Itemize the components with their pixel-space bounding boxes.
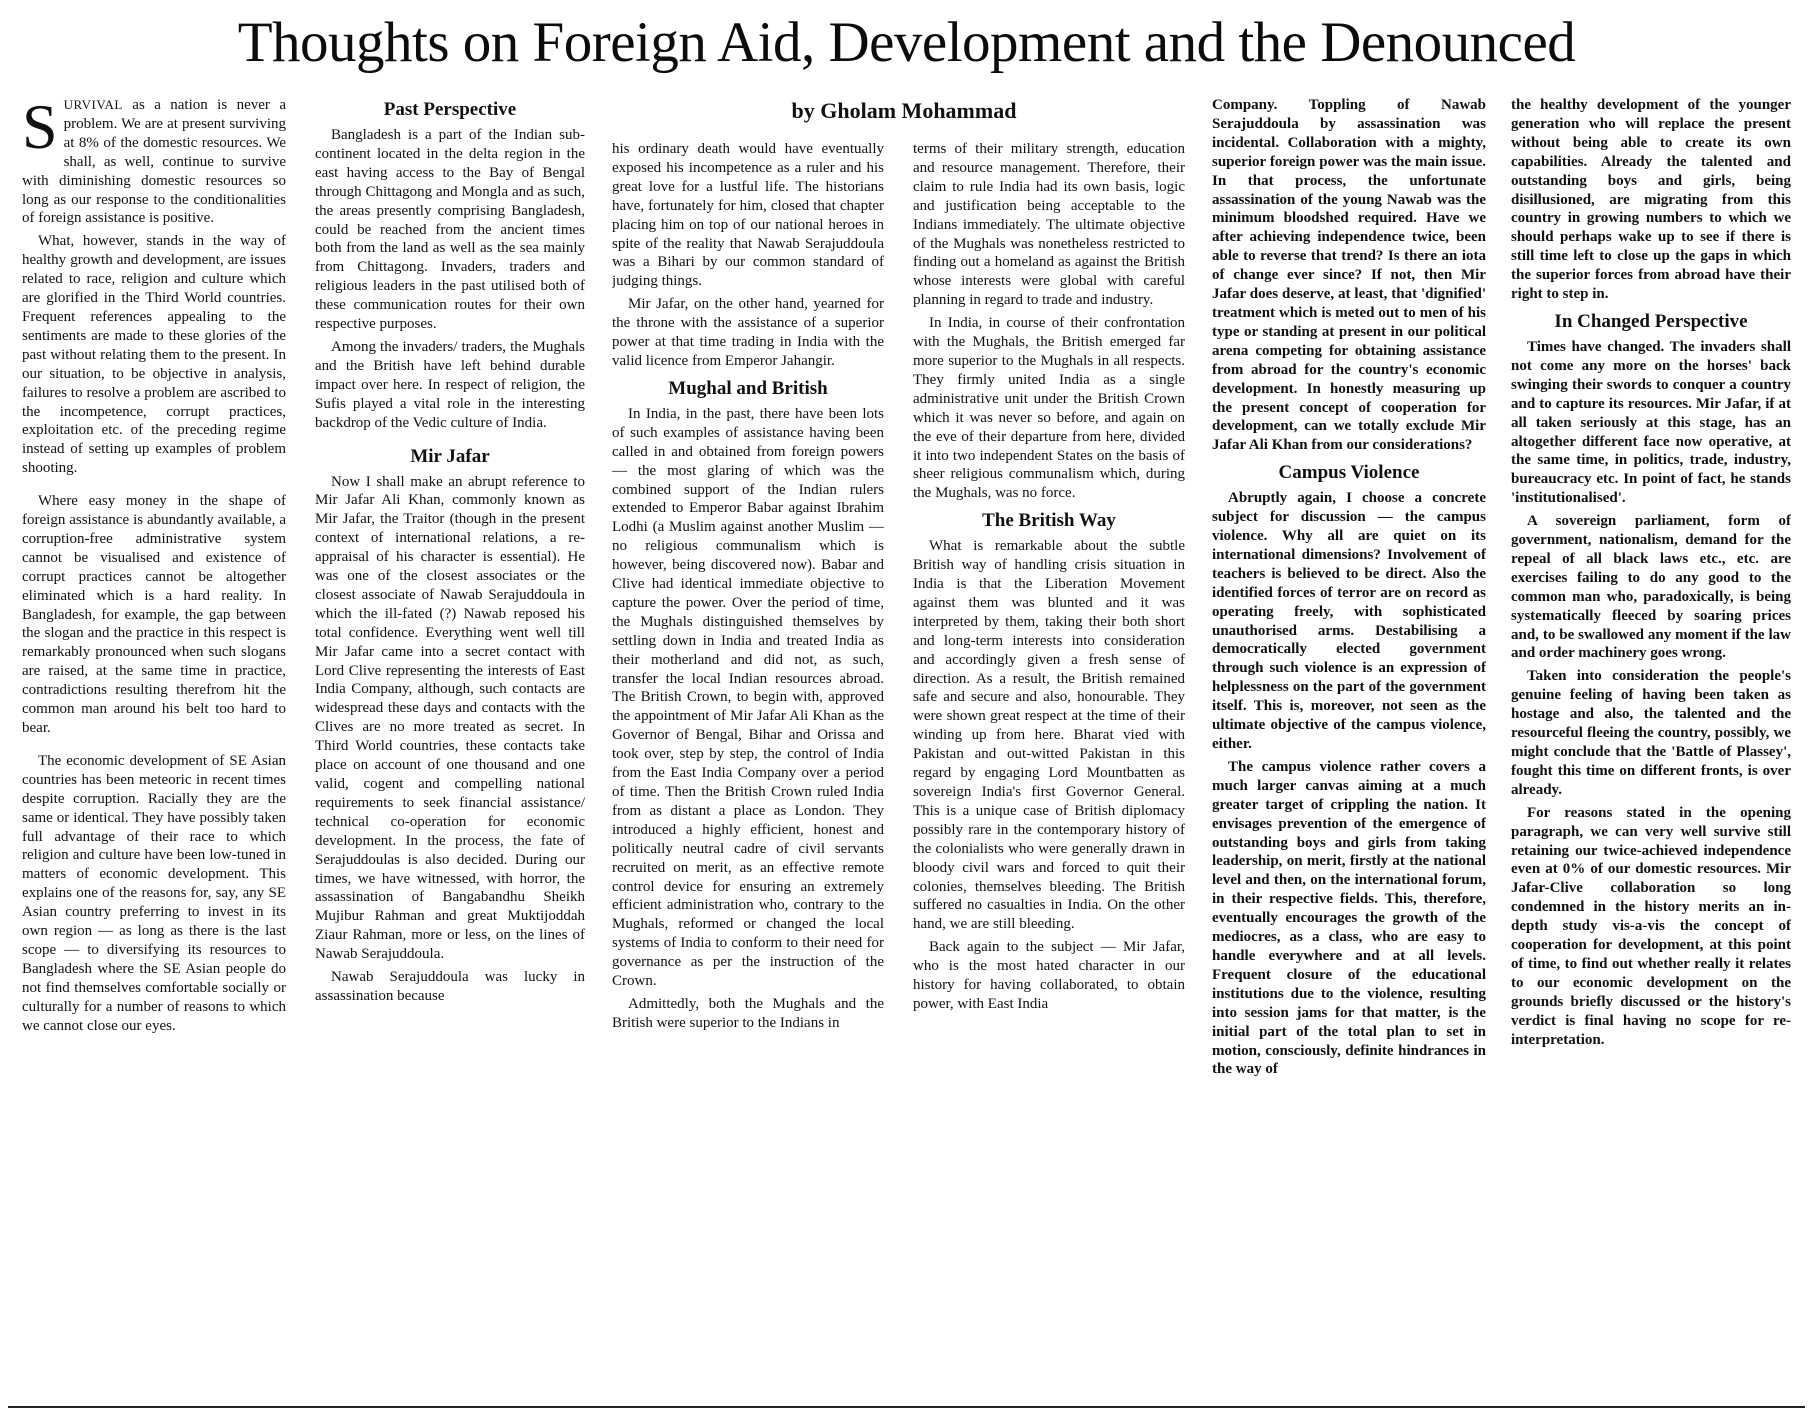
paragraph: Taken into consideration the people's genuine feeling of having been taken as hostage and also, the talented and the resourceful fleeing the country, possibly, we might conclude that the 'Battle of Plassey', fought this time on different fronts, is over already. xyxy=(1511,668,1791,798)
paragraph: Times have changed. The invaders shall not come any more on the horses' back swinging their swords to conquer a country and to capture its resources. Mir Jafar, if at all taken seriously at this stage, has an altogether different face now operative, at the same time, in politics, trade, industry, bureaucracy etc. In point of fact, he stands 'institutionalised'. xyxy=(1511,338,1791,507)
paragraph: Now I shall make an abrupt reference to Mir Jafar Ali Khan, commonly known as Mir Jafar, the Traitor (though in the present context of international relations, a re-appraisal of his character is essential). He was one of the closest associates or the closest associate of Nawab Serajuddoula in which the ill-fated (?) Nawab reposed his total confidence. Everything went well till Mir Jafar came into a secret contact with Lord Clive representing the interests of East India Company, although, such contacts are widespread these days and contacts with the Clives are no more treated as secret. In Third World countries, these contacts take place on account of one thousand and one valid, cogent and compelling national requirements to seek financial assistance/ technical co-operation for economic development. In the process, the fate of Serajuddoulas is also decided. During our times, we have witnessed, with horror, the assassination of Bangabandhu Sheikh Mujibur Rahman and great Muktijoddah Ziaur Rahman, more or less, on the lines of Nawab Serajuddoula. xyxy=(315,473,585,963)
paragraph: the healthy development of the younger generation who will replace the present without being able to create its own capabilities. Already the talented and outstanding boys and girls, being disillusioned, are migrating from this country in growing numbers to which we should perhaps wake up to see if there is still time left to close up the gaps in which the superior forces from abroad have their right to step in. xyxy=(1511,97,1791,303)
section-heading: Campus Violence xyxy=(1278,462,1420,484)
paragraph: What is remarkable about the subtle British way of handling crisis situation in India is that the Liberation Movement against them was blunted and it was interpreted by them, taking their both short and long-term interests into consideration and accordingly given a fresh sense of direction. As a result, the British remained safe and secure and also, honourable. They were shown great respect at the time of their winding up from here. Bharat vied with Pakistan and out-witted Pakistan in this regard by engaging Lord Mountbatten as sovereign India's first Governor General. This is a unique case of British diplomacy possibly rare in the contemporary history of the colonialists who were generally drawn in bloody civil wars and forced to quit their colonies, themselves bleeding. The British suffered no casualties in India. On the other hand, we are still bleeding. xyxy=(913,538,1185,933)
paragraph: Mir Jafar, on the other hand, yearned for the throne with the assistance of a superior power at that time trading in India with the valid licence from Emperor Jahangir. xyxy=(612,296,884,369)
article-title: Thoughts on Foreign Aid, Development and the Denounced xyxy=(237,11,1576,74)
paragraph: his ordinary death would have eventually exposed his incompetence as a ruler and his great love for a lustful life. The historians have, fortunately for him, closed that chapter placing him on top of our national heroes in spite of the reality that Nawab Serajuddoula was a Bihari by our common standard of judging things. xyxy=(612,141,884,290)
section-heading: Mir Jafar xyxy=(410,445,490,467)
paragraph: A sovereign parliament, form of government, nationalism, demand for the repeal of all black laws etc., etc. are exercises failing to do any good to the common man who, paradoxically, is being systematically fleeced by soaring prices and, to be swallowed any moment if the law and order machinery goes wrong. xyxy=(1511,513,1791,662)
paragraph: In India, in the past, there have been lots of such examples of assistance having been called in and obtained from foreign powers — the most glaring of which was the combined support of the Indian rulers extended to Emperor Babar against Ibrahim Lodhi (a Muslim against another Muslim — no religious communalism which is however, being discovered now). Babar and Clive had identical immediate objective to capture the power. Over the period of time, the Mughals distinguished themselves by settling down in India and treated India as their motherland and did not, as such, transfer the local Indian resources abroad. The British Crown, to begin with, approved the appointment of Mir Jafar Ali Khan as the Governor of Bengal, Bihar and Orissa and took over, step by step, the control of India from the East India Company over a period of time. Then the British Crown ruled India from as distant a place as London. They introduced a highly efficient, honest and politically neutral cadre of civil servants recruited on merit, as an effective remote control device for ensuring an extremely efficient administration who, contrary to the Mughals, reformed or changed the local systems of India to conform to their need for governance as per the instruction of the Crown. xyxy=(612,405,884,990)
paragraph: Nawab Serajuddoula was lucky in assassination because xyxy=(315,969,585,1004)
paragraph: For reasons stated in the opening paragraph, we can very well survive still retaining our twice-achieved independence even at 0% of our domestic resources. Mir Jafar-Clive collaboration so long condemned in the history merits an in-depth study vis-a-vis the concept of cooperation for development, at this point of time, to find out whether really it relates to our economic development on the grounds briefly discussed or the history's verdict is final having no scope for re-interpretation. xyxy=(1511,804,1791,1048)
paragraph: The campus violence rather covers a much larger canvas aiming at a much greater target of crippling the nation. It envisages prevention of the emergence of outstanding boys and girls from taking leadership, on merit, firstly at the national level and then, on the international forum, in their respective fields. This, therefore, eventually encourages the growth of the mediocres, as a class, who are easy to handle everywhere and at all levels. Frequent closure of the educational institutions due to the violence, resulting into session jams for that matter, is the initial part of the total plan to set in motion, consciously, definite hindrances in the way of xyxy=(1212,758,1486,1078)
column-1 xyxy=(22,96,286,1396)
bottom-rule xyxy=(8,1406,1805,1408)
column-4 xyxy=(913,140,1185,1415)
paragraph: Back again to the subject — Mir Jafar, who is the most hated character in our history for having collaborated, to obtain power, with East India xyxy=(913,939,1185,1012)
column-6 xyxy=(1511,96,1791,1396)
paragraph: terms of their military strength, education and resource management. Therefore, their claim to rule India had its own basis, logic and justification being acceptable to the Indians immediately. The ultimate objective of the Mughals was nonetheless restricted to finding out a homeland as against the British whose interests were global with careful planning in regard to trade and industry. xyxy=(913,141,1185,309)
section-heading: Mughal and British xyxy=(668,377,828,399)
paragraph: Abruptly again, I choose a concrete subject for discussion — the campus violence. Why all are quiet on its international dimensions? Involvement of teachers is believed to be direct. Also the identified forces of terror are on record as operating freely, with sophisticated unauthorised arms. Destabilising a democratically elected government through such violence is an expression of helplessness on the part of the government itself. This is, moreover, not seen as the ultimate objective of the campus violence, either. xyxy=(1212,490,1486,752)
paragraph: Company. Toppling of Nawab Serajuddoula by assassination was incidental. Collaboration with a mighty, superior foreign power was the main issue. In that process, the unfortunate assassination of the young Nawab was the minimum bloodshed required. Have we after achieving independence twice, been able to reverse that trend? Is there an iota of change ever since? If not, then Mir Jafar does deserve, at least, that 'dignified' treatment which is meted out to men of his type or standing at present in our political arena competing for obtaining assistance from abroad for the country's economic development. In honestly measuring up the present concept of cooperation for development, can we totally exclude Mir Jafar Ali Khan from our considerations? xyxy=(1212,97,1486,454)
opening-text: as a nation is never a problem. We are at present surviving at 8% of the domestic resources. We shall, as well, continue to survive with diminishing domestic resources so long as our response to the conditionalities of foreign assistance is positive. xyxy=(22,97,286,227)
paragraph: Among the invaders/ traders, the Mughals and the British have left behind durable impact over here. In respect of religion, the Sufis played a vital role in the interesting backdrop of the Vedic culture of India. xyxy=(315,338,585,431)
paragraph: Bangladesh is a part of the Indian sub-continent located in the delta region in the east having access to the Bay of Bengal through Chittagong and Mongla and as such, the areas presently comprising Bangladesh, could be reached from the ancient times both from the land as well as the sea mainly from Chittagong. Invaders, traders and religious leaders in the past utilised both of these communication routes for their own respective purposes. xyxy=(315,127,585,333)
drop-cap: S xyxy=(22,96,58,162)
column-3 xyxy=(612,140,884,1415)
article-byline: by Gholam Mohammad xyxy=(791,98,1017,123)
column-5 xyxy=(1212,96,1486,1396)
section-heading: Past Perspective xyxy=(383,99,517,120)
paragraph xyxy=(22,96,286,228)
paragraph: Admittedly, both the Mughals and the British were superior to the Indians in xyxy=(612,995,884,1031)
section-heading: In Changed Perspective xyxy=(1554,310,1748,332)
column-2 xyxy=(315,98,585,1398)
section-heading: The British Way xyxy=(982,510,1116,532)
paragraph: The economic development of SE Asian countries has been meteoric in recent times despite corruption. Racially they are the same or identical. They have possibly taken full advantage of their race to which religion and culture have been low-tuned in matters of economic development. This explains one of the reasons for, say, any SE Asian country preferring to invest in its own region — as long as there is the last scope — to diversifying its resources to Bangladesh where the SE Asian people do not find themselves comfortable socially or culturally for a number of reasons to which we cannot close our eyes. xyxy=(22,752,286,1034)
paragraph: In India, in course of their confrontation with the Mughals, the British emerged far more superior to the Mughals in all respects. They firmly united India as a single administrative unit under the British Crown which it was never so before, and again on the eve of their departure from here, divided it into two independent States on the basis of sheer religious communalism which, during the Mughals, was no force. xyxy=(913,315,1185,502)
paragraph: Where easy money in the shape of foreign assistance is abundantly available, a corruption-free administrative system cannot be visualised and existence of corrupt practices cannot be altogether eliminated which is a hard reality. In Bangladesh, for example, the gap between the slogan and the practice in this respect is remarkably pronounced when such slogans are raised, at the same time in practice, contradictions resulting therefrom hit the common man around his belt too hard to bear. xyxy=(22,493,286,736)
opening-word: URVIVAL xyxy=(63,97,123,112)
paragraph: What, however, stands in the way of healthy growth and development, are issues related to race, religion and culture which are glorified in the Third World countries. Frequent references appealing to the sentiments are made to these glories of the past without relating them to the present. In our situation, to be objective in analysis, failures to resolve a problem are ascribed to the incompetence, corrupt practices, exploitation etc. of the preceding regime instead of setting up examples of problem shooting. xyxy=(22,233,286,477)
